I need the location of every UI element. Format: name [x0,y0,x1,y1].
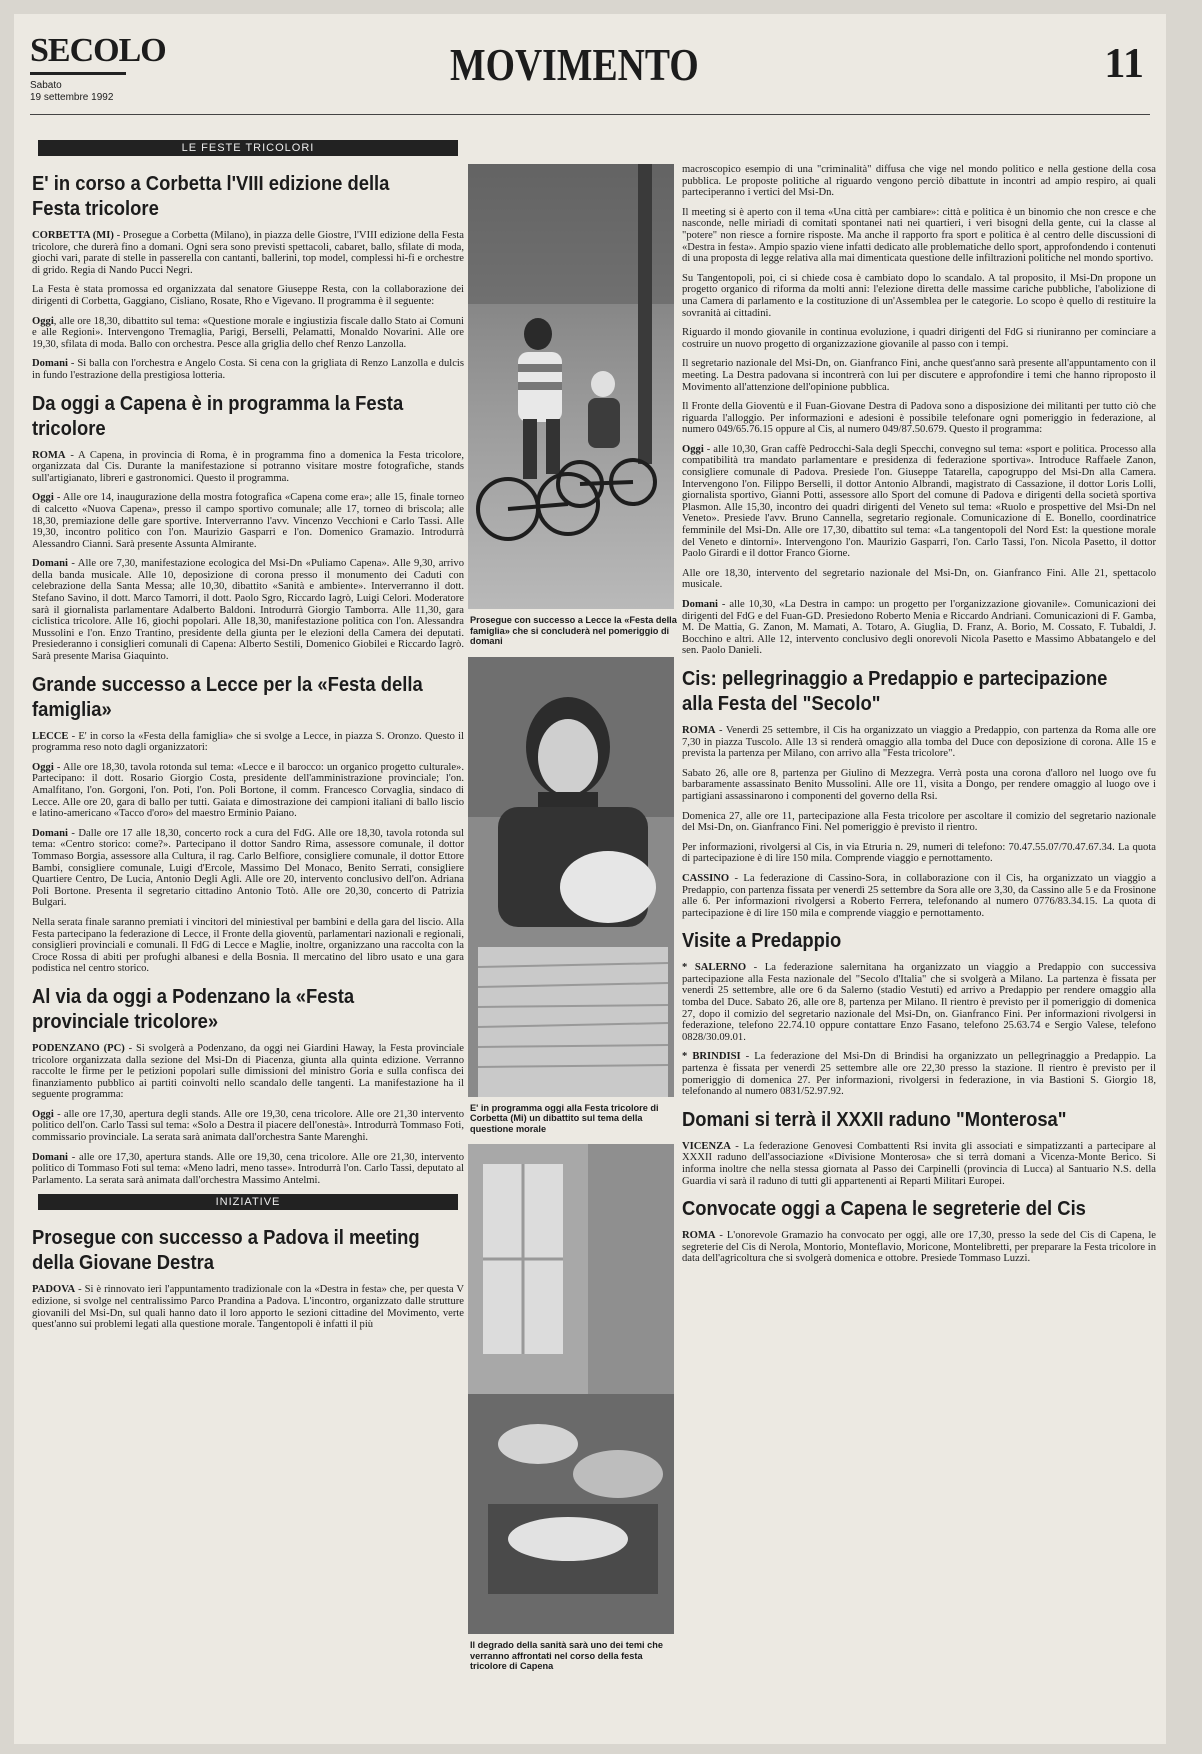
article-paragraph: * BRINDISI - La federazione del Msi-Dn di Brindisi ha organizzato un pellegrinaggio a Predappio. La partenza è fissata per venerdì 25 settembre alle ore 22,30 presso la stazione. Il rientro è previsto per il pomeriggio di domenica 27. Per informazioni, rivolgersi in federazione, in via Bastioni S. Giorgio 18, telefonando al numero 0831/52.97.92. [682,1051,1156,1098]
article-headline: Grande successo a Lecce per la «Festa della famiglia» [32,673,423,721]
article-paragraph: Il segretario nazionale del Msi-Dn, on. Gianfranco Fini, anche quest'anno sarà presente all'appuntamento con il meeting. La Destra padovana si incontrerà con lui per discutere e approfondire i temi che hanno riproposto il Movimento all'attenzione dell'opinione pubblica. [682,358,1156,393]
article-paragraph: LECCE - E' in corso la «Festa della famiglia» che si svolge a Lecce, in piazza S. Oronzo. Questo il programma reso noto dagli organizzatori: [32,730,464,754]
article-paragraph: Domani - alle ore 17,30, apertura stands. Alle ore 19,30, cena tricolore. Alle ore 21,30, intervento politico di Tommaso Foti sul tema: «Meno ladri, meno tasse». Introdurrà l'on. Carlo Tassi, deputato al Parlamento. La serata sarà animata dall'orchestra Massimo Antelmi. [32,1151,464,1186]
article-monterosa [682,1108,1156,1187]
article-paragraph: CASSINO - La federazione di Cassino-Sora, in collaborazione con il Cis, ha organizzato un viaggio a Predappio, con partenza fissata per venerdì 25 settembre da Sora alle ore 3,30, da Cassino alle 5 e da Frosinone alle 6. Per informazioni rivolgersi a Roberto Ferrera, telefonando al numero 0776/83.34.15. La quota di partecipazione è di lire 150 mila e comprende viaggio e pernottamento. [682,872,1156,919]
article-paragraph: macroscopico esempio di una "criminalità" diffusa che vige nel mondo politico e nella gestione della cosa pubblica. Le proposte politiche al riguardo vengono perciò dibattute in incontri ad ampio respiro, ai quali parteciperanno i vertici del Msi-Dn. [682,164,1156,199]
photo-caption: Il degrado della sanità sarà uno dei temi che verranno affrontati nel corso della festa tricolore di Capena [470,1640,663,1671]
newspaper-page [14,14,1166,1744]
right-column [682,164,1156,1724]
article-paragraph: CORBETTA (MI) - Prosegue a Corbetta (Milano), in piazza delle Giostre, l'VIII edizione della Festa tricolore, che durerà fino a domani. Ogni sera sono previsti spettacoli, cabaret, ballo, sfilate di moda, giochi vari, parate di stelle in passerella con cantanti, ballerini, top model, complessi hi-fi e orchestre di grido. Regia di Nando Pucci Negri. [32,230,464,276]
article-headline: Visite a Predappio [682,930,842,953]
article-cis-predappio [682,667,1156,919]
cyclists-image [468,164,674,609]
article-paragraph: Per informazioni, rivolgersi al Cis, in via Etruria n. 29, numeri di telefono: 70.47.55.07/70.47.67.34. La quota di partecipazione è di lire 150 mila. Comprende viaggio e pernottamento. [682,841,1156,865]
article-paragraph: ROMA - L'onorevole Gramazio ha convocato per oggi, alle ore 17,30, presso la sede del Cis di Capena, le segreterie del Cis di Nerola, Montorio, Monteflavio, Moricone, Montelibretti, per preparare la Festa tricolore in data dell'agricoltura che si svolgerà domenica e ottobre. Presiede Tommaso Luzzi. [682,1230,1156,1265]
article-paragraph: ROMA - Venerdì 25 settembre, il Cis ha organizzato un viaggio a Predappio, con partenza da Roma alle ore 7,30 in piazza Tuscolo. Alle 13 si renderà omaggio alla tomba del Duce con deposizione di corona. Alle 15 e prevista la partenza per Milano, con arrivo alla "Festa tricolore". [682,724,1156,760]
left-column [32,140,464,1740]
article-paragraph: Domani - alle 10,30, «La Destra in campo: un progetto per l'organizzazione giovanile». Comunicazioni dei dirigenti del FdG e del Fuan-GD. Presiedono Roberto Menia e Riccardo Andriani. Comunicazioni di F. Gamba, M. De Mattia, G. Zanon, M. Mamati, A. Totaro, A. Giuglia, D. Franz, A. Borio, M. Cossato, F. Tubaldi, J. Bocchino e altri. Alle 12, intervento conclusivo degli onorevoli Nicola Pasetto e Massimo Abbatangelo e del sen. Paolo Danieli. [682,599,1156,657]
article-headline: Prosegue con successo a Padova il meeting della Giovane Destra [32,1227,420,1275]
article-lecce [32,673,464,975]
article-paragraph: ROMA - A Capena, in provincia di Roma, è in programma fino a domenica la Festa tricolore, organizzata dal Cis. Durante la manifestazione si potranno visitare mostre fotografiche, stands sull'artigianato, libreri e gastronomici. Questo il programma. [32,449,464,484]
photo-hospital [468,1144,674,1634]
photo-man-papers [468,657,674,1097]
article-podenzano [32,985,464,1187]
article-headline: Al via da oggi a Podenzano la «Festa provinciale tricolore» [32,985,355,1033]
header-rule [30,114,1150,115]
article-paragraph: Il meeting si è aperto con il tema «Una città per cambiare»: città e politica è un binomio che non cresce e che nasconde, nelle miriadi di comitati spontanei nati nei quartieri, i veri bisogni della gente, cui la classe al "potere" non riesce a fornire risposte. Ma anche il rapporto fra sport e politica è al centro delle discussioni di «Destra in festa». Ampio spazio viene infatti dedicato alle problematiche dello sport, approfondendo i contenuti di una proposta di legge relativa alla mai dimenticata questione delle infiltrazioni politiche nel mondo sportivo. [682,206,1156,265]
article-paragraph: Domani - Dalle ore 17 alle 18,30, concerto rock a cura del FdG. Alle ore 18,30, tavola rotonda sul tema: «Centro storico: come?». Partecipano il dottor Sandro Rima, assessore comunale, il dottor Tommaso Borgia, assessore alla Cultura, il rag. Carlo Belfiore, consigliere comunale, il dottor Ettore Bambi, consigliere comunale, Luigi d'Ercole, Massimo Del Monaco, Benito Serrati, consigliere Quartiere Centro, De Lucia, Antonio Degli Agli. Alle ore 20, intervento conclusivo dell'on. Adriana Poli Bortone. Presenta il segretario cittadino Antonio Totò. Alle ore 20,30, concerto di Patrizia Bulgari. [32,827,464,909]
article-padova [32,1226,464,1330]
man-with-papers-image [468,657,674,1097]
article-paragraph: Oggi - Alle ore 18,30, tavola rotonda sul tema: «Lecce e il barocco: un organico progetto culturale». Partecipano: il dott. Rosario Giorgio Costa, presidente dell'amministrazione provinciale; l'on. Amalfitano, l'on. Gorgoni, l'on. Poti, l'on. Poli Bortone, il comm. Francesco Corvaglia, sindaco di Lecce. Alle ore 20, gara di ballo per tutti. Gaiata e dimostrazione dei campioni italiani di ballo liscio e latino-americano «Tacco d'oro» del maestro Erminio Paiano. [32,761,464,820]
article-paragraph: Oggi - Alle ore 14, inaugurazione della mostra fotografica «Capena come era»; alle 15, finale torneo di calcetto «Nuova Capena», presso il campo sportivo comunale; alle 17, torneo di briscola; alle 18,30, premiazione delle gare sportive. Interverranno l'avv. Vincenzo Vecchioni e Carlo Tassi. Alle 19,30, incontro politico con l'on. Maurizio Gasparri e l'on. Domenico Gramazio. Introdurrà Alessandro Cianni. Sarà presente Assunta Almirante. [32,492,464,550]
article-headline: E' in corso a Corbetta l'VIII edizione della Festa tricolore [32,173,390,220]
issue-date: 19 settembre 1992 [30,92,114,103]
article-paragraph: Sabato 26, alle ore 8, partenza per Giulino di Mezzegra. Verrà posta una corona d'alloro nel luogo ove fu barbaramente assassinato Benito Mussolini. Alle ore 11, visita a Dongo, per rendere omaggio al luogo ove i partigiani assassinarono i componenti del governo della Rsi. [682,767,1156,802]
photo-caption: Prosegue con successo a Lecce la «Festa della famiglia» che si concluderà nel pomeriggio di domani [470,615,677,646]
masthead [30,32,1150,107]
photo-column [464,164,680,1724]
article-paragraph: Oggi - alle 10,30, Gran caffè Pedrocchi-Sala degli Specchi, convegno sul tema: «sport e politica. Processo alla compatibilità tra mandato parlamentare e presidenza di federazione sportiva». Introduce Raffaele Zanon, consigliere comunale di Padova. Presiede l'on. Giuseppe Tatarella, capogruppo del Msi-Dn alla Camera. Intervengono l'on. Filippo Berselli, il dottor Antonio Albrandi, magistrato di Cassazione, il dottor Loris Lolli, giornalista sportivo, Gianni Potti, assessore allo Sport del comune di Padova e dirigenti della società sportiva Plasmon. Alle 15,30, incontro dei quadri dirigenti del Veneto sul tema: «Ruolo e prospettive del Msi-Dn nel Veneto». Presiede l'avv. Bruno Cannella, segretario regionale. Comunicazione di E. Bonello, coordinatrice femminile del Msi-Dn. Alle ore 17,30, dibattito sul tema: «La tangentopoli del Nord Est: la questione morale del Veneto e dintorni». Intervengono l'on. Maurizio Gasparri, l'on. Carlo Tassi, l'on. Nicola Pasetto, il dottor Paolo Girardi e il dottor Franco Giorne. [682,443,1156,560]
photo-caption: E' in programma oggi alla Festa tricolore di Corbetta (Mi) un dibattito sul tema della questione morale [470,1102,659,1134]
hospital-ward-image [468,1144,674,1634]
article-headline: Cis: pellegrinaggio a Predappio e partecipazione alla Festa del "Secolo" [682,667,1108,715]
article-corbetta [32,172,464,382]
article-headline: Da oggi a Capena è in programma la Festa tricolore [32,392,404,440]
article-padova-continued [682,164,1156,657]
article-headline: Domani si terrà il XXXII raduno "Monterosa" [682,1108,1067,1131]
article-paragraph: Oggi, alle ore 18,30, dibattito sul tema: «Questione morale e ingiustizia fiscale dallo Stato ai Comuni e alle Regioni». Intervengono Tremaglia, Parigi, Berselli, Pelamatti, Monaldo Novarini. Alle ore 19,30, sfilata di moda. Ballo con orchestra. Pesce alla griglia dello chef Renzo Lanzolla. [32,315,464,350]
page-number: 11 [1104,41,1144,87]
article-paragraph: Domani - Alle ore 7,30, manifestazione ecologica del Msi-Dn «Puliamo Capena». Alle 9,30, arrivo della banda musicale. Alle 10, deposizione di corona presso il monumento dei Caduti con celebrazione della Santa Messa; alle 10,30, dibattito «Sanità e ambiente». Interverranno il dott. Stefano Savino, il dott. Marco Tamorri, il dott. Paolo Sgro, Riccardo Iagrò, Luigi Celori. Moderatore sarà il giornalista parlamentare Adalberto Baldoni. Introdurrà Giorgio Tamborra. Alle 11,30, gara ciclistica tricolore. Alle 16, giochi popolari. Alle 18,30, manifestazione politica con l'on. Alessandra Mussolini e l'on. Enzo Trantino, presidente della giunta per le elezioni della Camera dei deputati. Presiederanno i consiglieri comunali di Capena: Alberto Sestili, Domenico Giobilei e Riccardo Iagrò. Sarà presente Marisa Giaquinto. [32,558,464,663]
article-paragraph: PODENZANO (PC) - Si svolgerà a Podenzano, da oggi nei Giardini Haway, la Festa provinciale tricolore organizzata dalla sezione del Msi-Dn di Piacenza, giunta alla quinta edizione. Verranno raccolte le firme per le petizioni popolari sulle dimissioni del ministro Goria e sulla confisca dei finanziamento pubblico ai partiti coinvolti nello scandalo delle tangenti. La manifestazione ha il seguente programma: [32,1042,464,1101]
article-segreterie-cis [682,1197,1156,1265]
article-paragraph: Domenica 27, alle ore 11, partecipazione alla Festa tricolore per ascoltare il comizio del segretario nazionale del Msi-Dn, on. Gianfranco Fini. Nel pomeriggio è previsto il rientro. [682,810,1156,834]
article-paragraph: PADOVA - Si è rinnovato ieri l'appuntamento tradizionale con la «Destra in festa» che, per questa V edizione, si svolge nel centralissimo Parco Prandina a Padova. L'incontro, organizzato dalle strutture giovanili del Msi-Dn, sul quali hanno dato il loro apporto le sezioni cittadine del Movimento, verte quest'anno sui problemi legati alla questione morale. Tangentopoli è infatti il più [32,1284,464,1331]
article-paragraph: Oggi - alle ore 17,30, apertura degli stands. Alle ore 19,30, cena tricolore. Alle ore 21,30 intervento politico dell'on. Carlo Tassi sul tema: «Solo a Destra il piacere dell'onestà». Introdurrà Tommaso Foti, commissario provinciale. La serata sarà animata dall'orchestra Sante Marenghi. [32,1108,464,1144]
article-paragraph: VICENZA - La federazione Genovesi Combattenti Rsi invita gli associati e simpatizzanti a partecipare al XXXII raduno dell'associazione «Divisione Monterosa» che si terrà domani a Vicenza-Monte Berico. Si informa inoltre che nella stessa giornata al Passo dei Carpinelli (provincia di Lucca) al Santuario N.S. della Guardia vi sarà il raduno di tutti gli appartenenti ai Reparti Militari Europei. [682,1140,1156,1187]
article-paragraph: Nella serata finale saranno premiati i vincitori del miniestival per bambini e della gara del liscio. Alla Festa partecipano la federazione di Lecce, il Fronte della gioventù, parlamentari nazionali e regionali, consiglieri provinciali e comunali. Il FdG di Lecce e Maglie, inoltre, organizzano una raccolta con la Croce Rossa di abiti per profughi albanesi e della Bosnia. Il mercatino del libro usato e una gara podistica nel centro storico. [32,916,464,975]
article-visite-predappio [682,929,1156,1098]
logo-rule [30,72,126,75]
article-paragraph: La Festa è stata promossa ed organizzata dal senatore Giuseppe Resta, con la collaborazione dei dirigenti di Corbetta, Gaggiano, Cisliano, Rosate, Rho e Vigevano. Il programma è il seguente: [32,284,464,307]
newspaper-logo: SECOLO [30,32,166,69]
article-paragraph: * SALERNO - La federazione salernitana ha organizzato un viaggio a Predappio con successiva partecipazione alla Festa nazionale del "Secolo d'Italia" che si svolgerà a Milano. La partenza è fissata per venerdì 25 settembre, alle ore 6 da Salerno (stadio Vestuti) ed arrivo a Predappio per rendere omaggio alla tomba del Duce. Sabato 26, alle ore 8, partenza per Milano. Il rientro è previsto per il pomeriggio di domenica 27, dopo il comizio del segretario nazionale del Msi-Dn, on. Gianfranco Fini. Per informazioni rivolgersi in federazione, telefono 22.74.10 oppure contattare Enzo Fasano, telefono 25.63.74 e Sergio Valese, telefono 0828/30.09.01. [682,962,1156,1043]
article-paragraph: Domani - Si balla con l'orchestra e Angelo Costa. Si cena con la grigliata di Renzo Lanzolla e dulcis in fundo l'estrazione della prestigiosa lotteria. [32,358,464,381]
section-kicker: INIZIATIVE [38,1194,458,1210]
article-capena [32,392,464,663]
article-paragraph: Il Fronte della Gioventù e il Fuan-Giovane Destra di Padova sono a disposizione dei militanti per tutto ciò che riguarda l'alloggio. Per informazioni e adesioni è possibile telefonare ogni pomeriggio in federazione, al numero 049/65.76.15 oppure al Cis, al numero 049/87.50.679. Questo il programma: [682,401,1156,436]
article-paragraph: Su Tangentopoli, poi, ci si chiede cosa è cambiato dopo lo scandalo. A tal proposito, il Msi-Dn propone un progetto organico di riforma da molti anni: l'elezione diretta delle massime cariche pubbliche, l'abolizione di una Camera di parlamento e la costituzione di un'Assemblea per le categorie. Lo scopo è quello di restituire la sovranità ai cittadini. [682,272,1156,319]
article-headline: Convocate oggi a Capena le segreterie del Cis [682,1198,1086,1221]
article-paragraph: Alle ore 18,30, intervento del segretario nazionale del Msi-Dn, on. Gianfranco Fini. Alle 21, spettacolo musicale. [682,567,1156,591]
article-paragraph: Riguardo il mondo giovanile in continua evoluzione, i quadri dirigenti del FdG si riuniranno per cominciare a costruire un nuovo progetto di organizzazione giovanile al passo con i tempi. [682,327,1156,350]
issue-day: Sabato [30,80,62,91]
photo-cyclists [468,164,674,609]
section-title: MOVIMENTO [450,39,699,90]
section-kicker: LE FESTE TRICOLORI [38,140,458,156]
